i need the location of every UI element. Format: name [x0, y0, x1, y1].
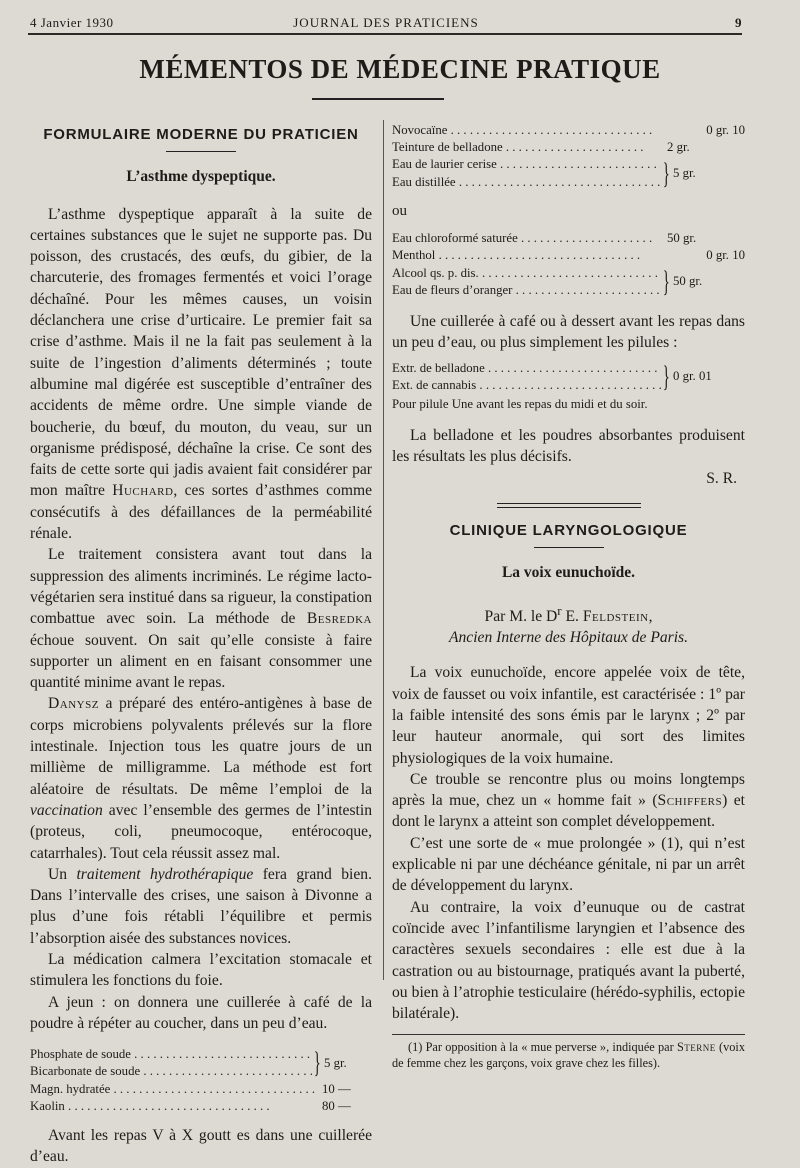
section-heading-formulaire: FORMULAIRE MODERNE DU PRATICIEN [43, 126, 359, 143]
author-name-sterne: Sterne [676, 1040, 716, 1055]
formula-row: Menthol . . . 0 gr. 10 [392, 247, 745, 264]
brace: } [662, 264, 670, 298]
header-rule [28, 33, 742, 35]
paragraph-3: Danysz a préparé des entéro-antigènes à base de corps microbiens polyvalents prélevés sur la flore intestinale. Injection tous les quatre jours de un millième de milligramme. La méthode est fort aléatoire de résultats. De même l’emploi de la vaccination avec l’ensemble des germes de l’intestin (proteus, coli, pneumocoque, entérocoque, catarrhales). Tout cela réussit assez mal. [30, 695, 372, 862]
pill-note: Pour pilule Une avant les repas du midi et du soir. [392, 396, 648, 411]
footnote: (1) Par opposition à la « mue perverse », indiquée par Sterne (voix de femme chez les garçons, voix grave chez les filles). [392, 1040, 746, 1071]
brace: } [313, 1046, 321, 1080]
article-title-voix: La voix eunuchoïde. [501, 564, 636, 582]
byline: Par M. le $D^r$ E. Feldstein, [484, 602, 653, 625]
section-separator [497, 503, 641, 508]
alternative-word: ou [392, 202, 407, 219]
paragraph-7: Avant les repas V à X goutt es dans une cuillerée d’eau. [30, 1126, 372, 1166]
formula-group [30, 1046, 372, 1080]
main-title: MÉMENTOS DE MÉDECINE PRATIQUE [139, 54, 661, 84]
formula-row: Kaolin . . . 80 — [30, 1098, 372, 1115]
paragraph-2: Le traitement consistera avant tout dans la suppression des aliments incriminés. Le régime lacto-végétarien sera institué dans sa rigueur, la constipation combattue avec soin. La méthode de Besredka échoue souvent. On sait qu’elle consiste à faire supporter un aliment en en faisant consommer une quantité minime avant le repas. [30, 546, 372, 692]
section-rule [534, 547, 604, 548]
section-rule [166, 151, 236, 152]
footnote-rule [392, 1034, 745, 1035]
brace: } [662, 359, 670, 393]
paragraph-voix-2: Ce trouble se rencontre plus ou moins longtemps après la mue, chez un « homme fait » (Schiffers) et dont le larynx a atteint son complet développement. [392, 770, 745, 831]
formula-item: Bicarbonate de soude . . . [30, 1063, 312, 1080]
section-heading-clinique: CLINIQUE LARYNGOLOGIQUE [449, 522, 688, 540]
prescription-mixture [392, 230, 745, 299]
paragraph-spoon: Une cuillerée à café ou à dessert avant les repas dans un peu d’eau, ou plus simplement les pilules : [392, 312, 745, 352]
issue-date: 4 Janvier 1930 [30, 15, 114, 30]
left-column [30, 118, 372, 1168]
paragraph-voix-4: Au contraire, la voix d’eunuque ou de castrat coïncide avec l’infantilisme laryngien et l’absence des caractères sexuels secondaires : elle est due à la castration ou au bistournage, pratiqués avant la puberté, ou bien à l’atrophie testiculaire (hérédo-syphilis, ectopie bilatérale). [392, 898, 745, 1023]
formula-row: Novocaïne . . . 0 gr. 10 [392, 122, 745, 139]
right-column [392, 118, 745, 1071]
formula-row: Teinture de belladone . . . 2 gr. [392, 139, 745, 156]
author-name-besredka: Besredka [306, 610, 372, 628]
formula-group: Eau de laurier cerise . . . Eau distillée . . . } 5 gr. [392, 156, 745, 190]
prescription-drops [392, 122, 745, 191]
article-title-asthme: L’asthme dyspeptique. [126, 168, 276, 186]
formula-row: Magn. hydratée . . . 10 — [30, 1081, 372, 1098]
signature: S. R. [706, 469, 737, 487]
paragraph-4: Un traitement hydrothérapique fera grand bien. Dans l’intervalle des crises, une saison à Divonne a plus d’une fois rétabli l’équilibre et permis l’absorption aisée des substances novices. [30, 865, 372, 947]
paragraph-belladone: La belladone et les poudres absorbantes produisent les résultats les plus décisifs. [392, 427, 745, 466]
formula-row: Eau chloroformé saturée . . . 50 gr. [392, 230, 745, 247]
formula-qty: 5 gr. [324, 1055, 347, 1070]
column-divider [383, 120, 384, 980]
formula-group: Extr. de belladone . . . Ext. de cannabis . . . } 0 gr. 01 [392, 360, 745, 394]
brace: } [662, 156, 670, 190]
paragraph-5: La médication calmera l’excitation stomacale et stimulera les fonctions du foie. [30, 950, 372, 990]
paragraph-voix-1: La voix eunuchoïde, encore appelée voix de tête, voix de fausset ou voix infantile, est caractérisée : 1º par la faible intensité des sons émis par le larynx ; 2º par leur hauteur anormale, qui sort des limites physiologiques de la voix humaine. [392, 664, 745, 767]
journal-name: JOURNAL DES PRATICIENS [293, 15, 479, 30]
prescription-pills [392, 360, 745, 414]
author-name-huchard: Huchard [112, 482, 174, 500]
author-name-schiffers: Schiffers [657, 792, 723, 810]
formula-group: Alcool qs. p. dis. . . . Eau de fleurs d’oranger . . . } 50 gr. [392, 265, 745, 299]
prescription-powder [30, 1046, 372, 1115]
paragraph-1: L’asthme dyspeptique apparaît à la suite de certaines substances que le sujet ne supporte pas. Du poisson, des crustacés, des œufs, du gibier, de la charcuterie, des fromages fermentés et voici l’orage déchaîné. Pour les mêmes causes, un voisin déclanchera une crise d’urticaire. Le premier fait sa crise d’asthme. Mais il ne la fait pas seulement à la suite de l’ingestion d’aliments déterminés ; toute albumine mal digérée est susceptible d’entraîner des accidents de même ordre. Une simple viande de boucherie, du bœuf, du mouton, du veau, sur un organisme prédisposé, déchaîne la crise. Ce sont des faits de cette sorte qui jadis avaient fait considérer par mon maître Huchard, ces sortes d’asthmes comme consécutifs à des défaillances de la perméabilité rénale. [30, 205, 372, 543]
formula-item: Phosphate de soude . . . [30, 1046, 312, 1063]
running-header [30, 12, 742, 34]
author-name-danysz: Danysz [48, 695, 99, 713]
author-name-feldstein: Feldstein [582, 607, 649, 625]
title-underline [312, 98, 444, 100]
author-affiliation: Ancien Interne des Hôpitaux de Paris. [448, 629, 689, 647]
page-number: 9 [735, 15, 742, 30]
paragraph-6: A jeun : on donnera une cuillerée à café de la poudre à répéter au coucher, dans un peu d’eau. [30, 993, 372, 1032]
paragraph-voix-3: C’est une sorte de « mue prolongée » (1), qui n’est explicable ni par une déchéance génitale, ni par un arrêt de développement du larynx. [392, 834, 745, 895]
